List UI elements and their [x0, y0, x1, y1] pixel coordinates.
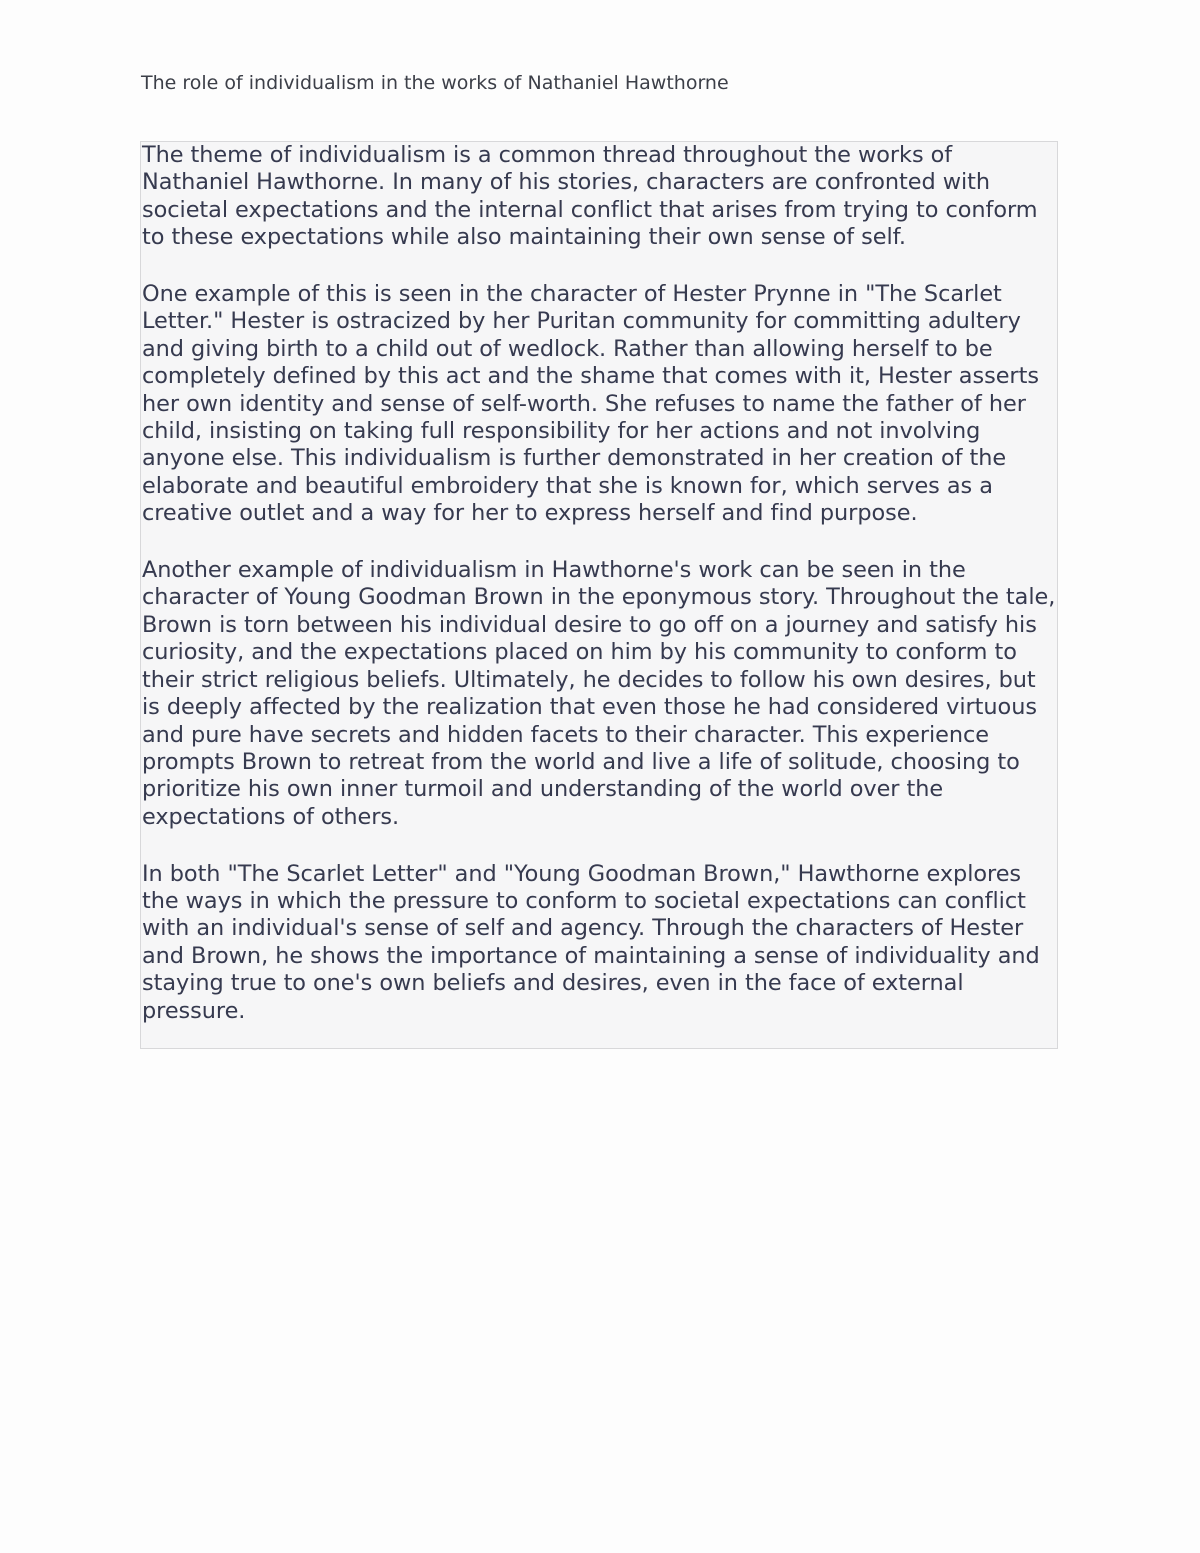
paragraph-hester-prynne: One example of this is seen in the character of Hester Prynne in "The Scarlet Letter." Hester is ostracized by her Puritan community for committing adultery and giving birth to a child out of wedlock. Rather than allowing herself to be completely defined by this act and the shame that comes with it, Hester asserts her own identity and sense of self-worth. She refuses to name the father of her child, insisting on taking full responsibility for her actions and not involving anyone else. This individualism is further demonstrated in her creation of the elaborate and beautiful embroidery that she is known for, which serves as a creative outlet and a way for her to express herself and find purpose.: [142, 281, 1039, 527]
paragraph-intro: The theme of individualism is a common thread throughout the works of Nathaniel Hawthorne. In many of his stories, characters are confronted with societal expectations and the internal conflict that arises from trying to conform to these expectations while also maintaining their own sense of self.: [142, 142, 1038, 251]
document-title: The role of individualism in the works of Nathaniel Hawthorne: [141, 72, 729, 94]
paragraph-spacer: [142, 831, 1057, 860]
paragraph-young-goodman-brown: Another example of individualism in Hawthorne's work can be seen in the character of Young Goodman Brown in the eponymous story. Throughout the tale, Brown is torn between his individual desire to go off on a journey and satisfy his curiosity, and the expectations placed on him by his community to conform to their strict religious beliefs. Ultimately, he decides to follow his own desires, but is deeply affected by the realization that even those he had considered virtuous and pure have secrets and hidden facets to their character. This experience prompts Brown to retreat from the world and live a life of solitude, choosing to prioritize his own inner turmoil and understanding of the world over the expectations of others.: [142, 557, 1056, 830]
paragraph-spacer: [142, 252, 1057, 281]
paragraph-spacer: [142, 528, 1057, 557]
essay-text-box: [140, 141, 1058, 1049]
paragraph-conclusion: In both "The Scarlet Letter" and "Young Goodman Brown," Hawthorne explores the ways in which the pressure to conform to societal expectations can conflict with an individual's sense of self and agency. Through the characters of Hester and Brown, he shows the importance of maintaining a sense of individuality and staying true to one's own beliefs and desires, even in the face of external pressure.: [142, 860, 1040, 1024]
